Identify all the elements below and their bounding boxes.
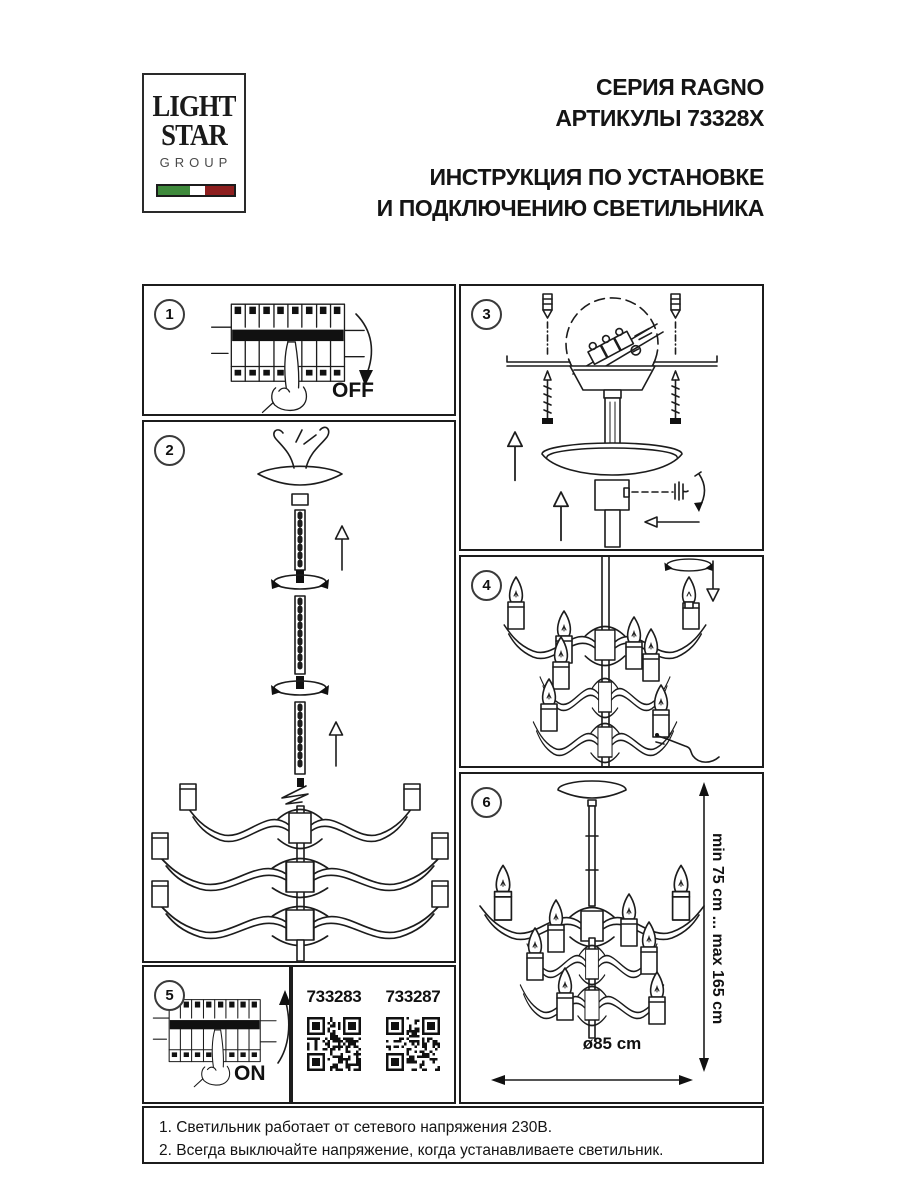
qr-code-733287	[386, 1017, 440, 1071]
breaker-off-diagram	[144, 286, 454, 414]
footnotes-box	[142, 1106, 764, 1164]
step-5-number: 5	[154, 980, 185, 1011]
note-line-1: 1. Светильник работает от сетевого напряжения 230В.	[159, 1119, 553, 1136]
off-label: OFF	[332, 379, 374, 402]
on-label: ON	[234, 1062, 266, 1085]
lightstar-logo	[142, 73, 246, 213]
step-6-number: 6	[471, 787, 502, 818]
qr-code-733283	[307, 1017, 361, 1071]
step-1-panel	[142, 284, 456, 416]
rod-assembly-diagram	[144, 422, 454, 961]
articles-title: АРТИКУЛЫ 73328X	[555, 105, 764, 131]
step-4-number: 4	[471, 570, 502, 601]
article-number-733283: 733283	[306, 987, 362, 1006]
height-range-label: min 75 cm ... max 165 cm	[709, 833, 726, 1025]
step-5-panel	[142, 965, 291, 1104]
step-3-number: 3	[471, 299, 502, 330]
logo-light: LIGHT	[152, 88, 236, 123]
flag-green	[158, 186, 190, 195]
insert-bulbs-diagram	[461, 557, 762, 766]
logo-group: GROUP	[159, 155, 233, 170]
step-2-panel	[142, 420, 456, 963]
flag-red	[205, 186, 234, 195]
article-codes-panel	[291, 965, 456, 1104]
instruction-title-line2: И ПОДКЛЮЧЕНИЮ СВЕТИЛЬНИКА	[376, 195, 764, 221]
header-titles	[377, 72, 764, 224]
instruction-title-line1: ИНСТРУКЦИЯ ПО УСТАНОВКЕ	[429, 164, 764, 190]
step-2-number: 2	[154, 435, 185, 466]
series-title: СЕРИЯ RAGNO	[596, 74, 764, 100]
step-3-panel	[459, 284, 764, 551]
italian-flag-bar	[156, 184, 236, 197]
step-1-number: 1	[154, 299, 185, 330]
step-6-panel	[459, 772, 764, 1104]
step-4-panel	[459, 555, 764, 768]
diameter-label: ø85 cm	[582, 1034, 642, 1053]
logo-star: STAR	[161, 117, 227, 152]
flag-white	[190, 186, 205, 195]
article-number-733287: 733287	[385, 987, 441, 1006]
ceiling-mount-diagram	[461, 286, 762, 549]
note-line-2: 2. Всегда выключайте напряжение, когда устанавливаете светильник.	[159, 1142, 664, 1159]
